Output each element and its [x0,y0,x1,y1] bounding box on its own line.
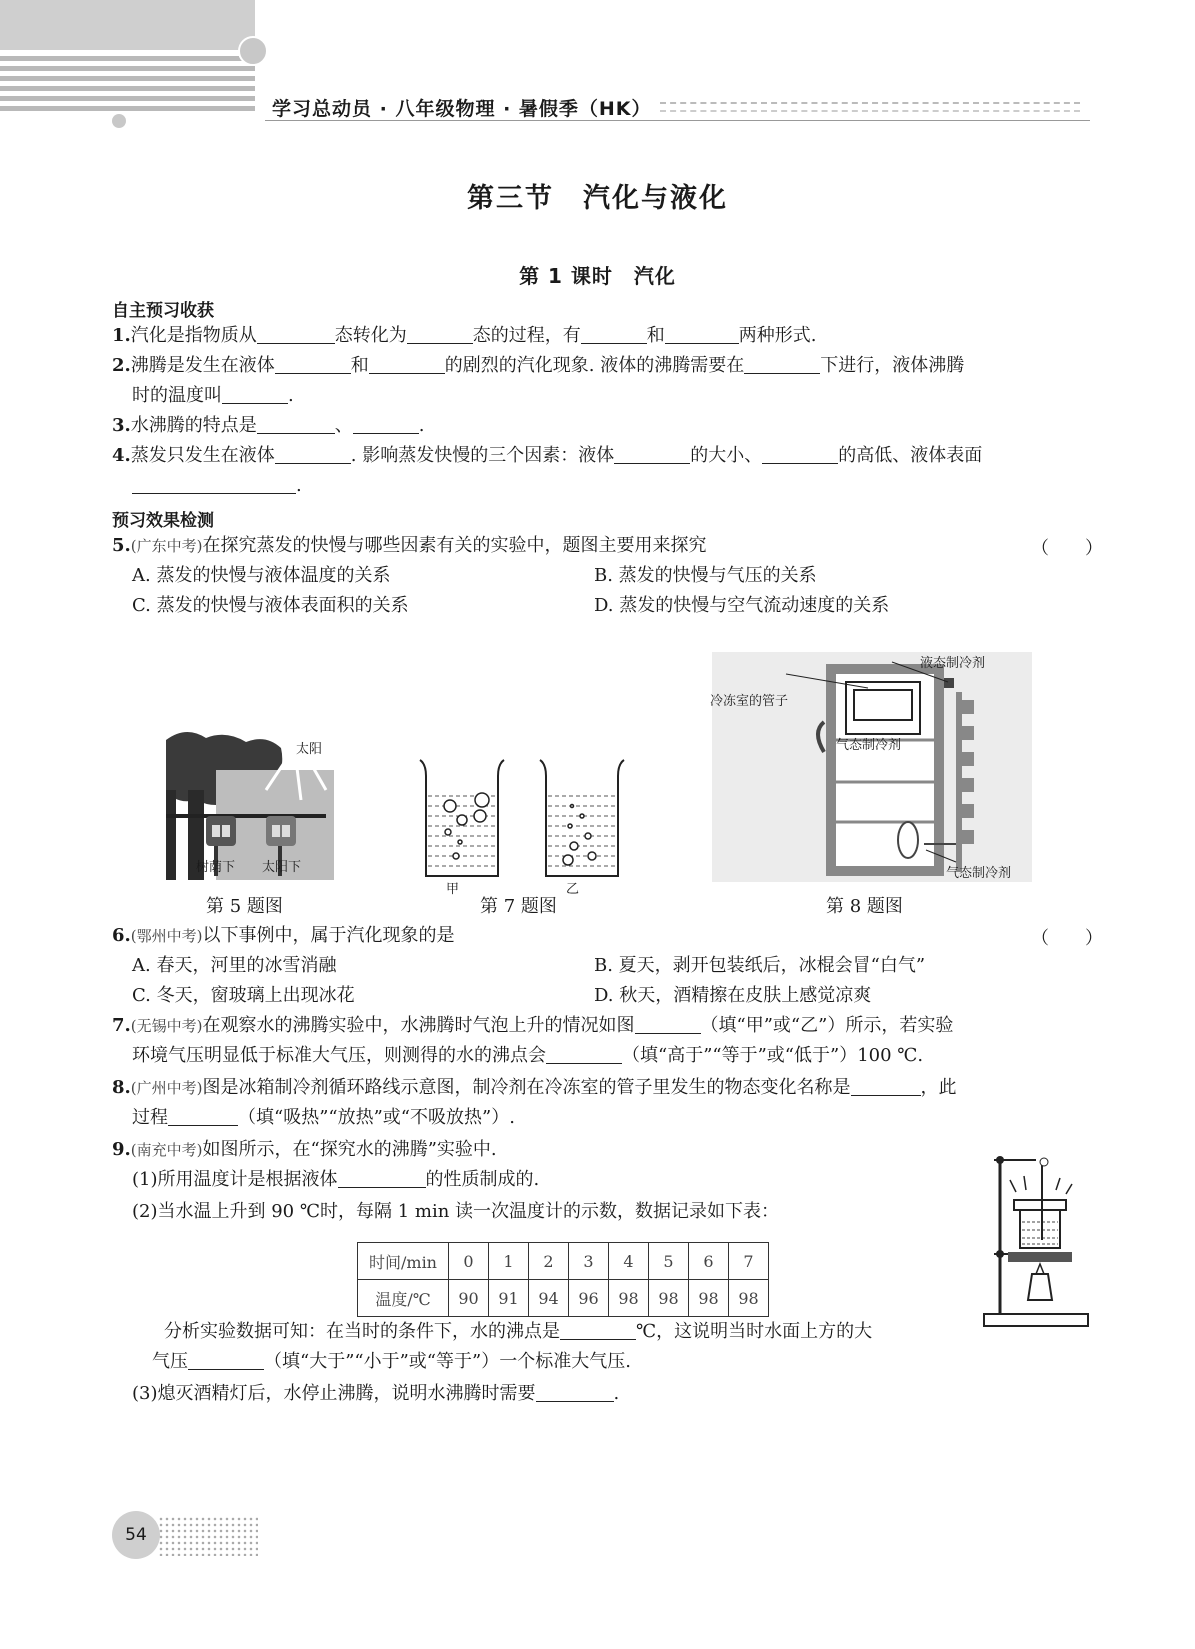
fig8-label-gas-refrigerant: 气态制冷剂 [836,738,902,753]
table-cell: 98 [649,1280,689,1317]
answer-blank[interactable] [744,355,820,374]
table-cell: 7 [729,1243,769,1280]
header-rule [265,120,1090,121]
table-row [358,1280,769,1317]
option-c[interactable]: C. 冬天，窗玻璃上出现冰花 [132,985,355,1006]
table-cell: 0 [449,1243,489,1280]
header-stripe [0,106,255,111]
table-cell: 96 [569,1280,609,1317]
answer-blank[interactable] [851,1077,921,1096]
option-a[interactable]: A. 春天，河里的冰雪消融 [132,955,337,976]
answer-blank[interactable] [635,1015,701,1034]
page-number: 54 [112,1511,160,1559]
option-b[interactable]: B. 夏天，剥开包装纸后，冰棍会冒“白气” [594,955,926,976]
page-number-dots-decoration [158,1516,258,1556]
question-1: 1.汽化是指物质从 态转化为 态的过程，有 和 两种形式. [112,325,817,346]
fig7-label-jia: 甲 [446,882,460,897]
header-band [0,0,255,50]
figure-7-beakers [412,756,652,896]
figure-9-boiling-apparatus [980,1140,1092,1330]
header-dashes [660,110,1080,112]
table-cell: 98 [689,1280,729,1317]
option-a[interactable]: A. 蒸发的快慢与液体温度的关系 [132,565,391,586]
answer-blank[interactable] [222,385,288,404]
question-9-analysis-cont: 气压 （填“大于”“小于”或“等于”）一个标准大气压. [152,1351,631,1372]
question-7-cont: 环境气压明显低于标准大气压，则测得的水的沸点会 （填“高于”“等于”或“低于”）100 ℃. [132,1045,924,1066]
answer-blank[interactable] [275,355,351,374]
option-c[interactable]: C. 蒸发的快慢与液体表面积的关系 [132,595,409,616]
table-row [358,1243,769,1280]
question-8: 8.(广州中考)图是冰箱制冷剂循环路线示意图，制冷剂在冷冻室的管子里发生的物态变化名称是 ，此 [112,1077,957,1098]
answer-blank[interactable] [353,415,419,434]
answer-blank[interactable] [546,1045,622,1064]
question-2-cont: 时的温度叫 . [132,385,294,406]
answer-blank[interactable] [132,475,296,494]
question-4-cont: . [132,474,302,498]
answer-bracket[interactable]: （ ） [1031,538,1103,559]
table-cell: 5 [649,1243,689,1280]
question-6: 6.(鄂州中考)以下事例中，属于汽化现象的是 [112,925,455,946]
answer-blank[interactable] [560,1321,636,1340]
question-8-cont: 过程 （填“吸热”“放热”或“不吸放热”）. [132,1107,515,1128]
header-stripe [0,96,255,101]
lesson-title: 第 1 课时 汽化 [519,264,676,288]
fig8-label-gas-refrigerant-2: 气态制冷剂 [946,866,1012,881]
section-title: 第三节 汽化与液化 [467,183,728,214]
question-3: 3.水沸腾的特点是 、 . [112,415,425,436]
part2-heading: 预习效果检测 [112,511,214,531]
question-9-part1: (1)所用温度计是根据液体 的性质制成的. [132,1169,540,1190]
book-title: 学习总动员 · 八年级物理 · 暑假季（HK） [272,98,652,120]
question-9-part2: (2)当水温上升到 90 ℃时，每隔 1 min 读一次温度计的示数，数据记录如下表： [132,1201,780,1222]
header-stripe [0,86,255,91]
table-header-cell: 温度/℃ [358,1280,449,1317]
header-stripe [0,56,255,61]
answer-blank[interactable] [338,1169,426,1188]
figure-7-caption: 第 7 题图 [480,896,557,917]
header-stripe [0,76,255,81]
temperature-data-table [357,1242,769,1317]
answer-blank[interactable] [257,415,335,434]
option-d[interactable]: D. 秋天，酒精擦在皮肤上感觉凉爽 [594,985,872,1006]
table-cell: 4 [609,1243,649,1280]
table-cell: 1 [489,1243,529,1280]
table-cell: 2 [529,1243,569,1280]
figure-8-caption: 第 8 题图 [826,896,903,917]
question-9: 9.(南充中考)如图所示，在“探究水的沸腾”实验中. [112,1139,497,1160]
question-9-part3: (3)熄灭酒精灯后，水停止沸腾，说明水沸腾时需要 . [132,1383,620,1404]
header-circle-decoration [238,36,268,66]
header-circle-decoration [112,114,126,128]
figure-5-caption: 第 5 题图 [206,896,283,917]
table-cell: 91 [489,1280,529,1317]
answer-blank[interactable] [275,445,351,464]
question-7: 7.(无锡中考)在观察水的沸腾实验中，水沸腾时气泡上升的情况如图 （填“甲”或“乙”）所示，若实验 [112,1015,954,1036]
fig8-label-freezer-pipe: 冷冻室的管子 [710,694,789,709]
fig5-label-shade: 树荫下 [196,860,236,875]
answer-blank[interactable] [581,325,647,344]
answer-blank[interactable] [257,325,335,344]
fig5-label-sunlit: 太阳下 [262,860,302,875]
fig7-label-yi: 乙 [566,882,580,897]
fig8-label-liquid-refrigerant: 液态制冷剂 [920,656,986,671]
figure-8-fridge-diagram [712,652,1032,882]
table-cell: 98 [729,1280,769,1317]
question-9-analysis: 分析实验数据可知：在当时的条件下，水的沸点是 ℃，这说明当时水面上方的大 [164,1321,873,1342]
answer-blank[interactable] [665,325,739,344]
answer-blank[interactable] [188,1351,264,1370]
answer-bracket[interactable]: （ ） [1031,928,1103,949]
table-cell: 3 [569,1243,609,1280]
table-cell: 6 [689,1243,729,1280]
header-dashes [660,102,1080,104]
answer-blank[interactable] [168,1107,238,1126]
part1-heading: 自主预习收获 [112,301,214,321]
fig5-label-sun: 太阳 [296,742,323,757]
question-4: 4.蒸发只发生在液体 . 影响蒸发快慢的三个因素：液体 的大小、 的高低、液体表面 [112,445,983,466]
table-header-cell: 时间/min [358,1243,449,1280]
answer-blank[interactable] [407,325,473,344]
option-d[interactable]: D. 蒸发的快慢与空气流动速度的关系 [594,595,890,616]
header-stripe [0,66,255,71]
answer-blank[interactable] [614,445,690,464]
answer-blank[interactable] [536,1383,614,1402]
table-cell: 90 [449,1280,489,1317]
question-5: 5.(广东中考)在探究蒸发的快慢与哪些因素有关的实验中，题图主要用来探究 [112,535,707,556]
option-b[interactable]: B. 蒸发的快慢与气压的关系 [594,565,817,586]
answer-blank[interactable] [762,445,838,464]
table-cell: 98 [609,1280,649,1317]
question-2: 2.沸腾是发生在液体 和 的剧烈的汽化现象. 液体的沸腾需要在 下进行，液体沸腾 [112,355,965,376]
table-cell: 94 [529,1280,569,1317]
answer-blank[interactable] [369,355,445,374]
